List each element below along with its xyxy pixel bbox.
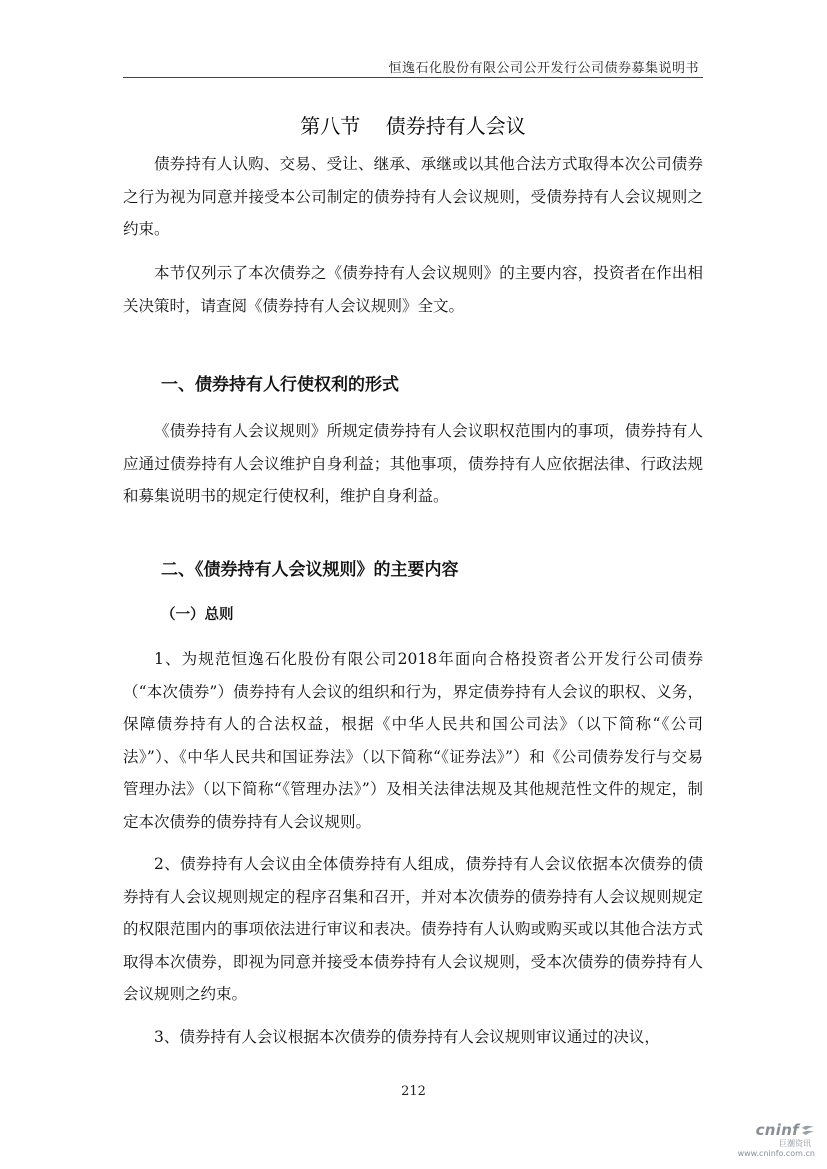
- watermark-brand-text: cninf: [755, 1121, 799, 1139]
- intro-paragraph-1: 债券持有人认购、交易、受让、继承、承继或以其他合法方式取得本次公司债券之行为视为同意并接受本公司制定的债券持有人会议规则，受债券持有人会议规则之约束。: [123, 155, 703, 238]
- watermark-brand: [756, 1121, 815, 1139]
- part-1-paragraph: 《债券持有人会议规则》所规定债券持有人会议职权范围内的事项，债券持有人应通过债券持有人会议维护自身利益；其他事项，债券持有人应依据法律、行政法规和募集说明书的规定行使权利，维护自身利益。: [123, 422, 703, 505]
- intro-paragraph-2: 本节仅列示了本次债券之《债券持有人会议规则》的主要内容，投资者在作出相关决策时，请查阅《债券持有人会议规则》全文。: [123, 264, 703, 315]
- rule-item-1: 1、为规范恒逸石化股份有限公司2018年面向合格投资者公开发行公司债券（“本次债券”）债券持有人会议的组织和行为，界定债券持有人会议的职权、义务，保障债券持有人的合法权益，根据《中华人民共和国公司法》（以下简称“《公司法》”）、《中华人民共和国证券法》（以下简称“《证券法》”）和《公司债券发行与交易管理办法》（以下简称“《管理办法》”）及相关法律法规及其他规范性文件的规定，制定本次债券的债券持有人会议规则。: [123, 650, 703, 831]
- page-number: 212: [401, 1084, 426, 1099]
- part-1-heading: 一、债券持有人行使权利的形式: [161, 375, 399, 395]
- watermark-url: www.cninfo.com.cn: [737, 1149, 815, 1158]
- rule-item-3: 3、债券持有人会议根据本次债券的债券持有人会议规则审议通过的决议，: [154, 1028, 660, 1046]
- general-provisions-subheading: （一）总则: [161, 607, 234, 623]
- cninfo-watermark: [725, 1120, 815, 1159]
- watermark-subtitle: 巨潮资讯: [779, 1139, 811, 1148]
- running-header: 恒逸石化股份有限公司公开发行公司债券募集说明书: [388, 61, 699, 76]
- rule-item-2: 2、债券持有人会议由全体债券持有人组成，债券持有人会议依据本次债券的债券持有人会议规则规定的程序召集和召开，并对本次债券的债券持有人会议规则规定的权限范围内的事项依法进行审议和表决。债券持有人认购或购买或以其他合法方式取得本次债券，即视为同意并接受本债券持有人会议规则，受本次债券的债券持有人会议规则之约束。: [123, 855, 703, 1003]
- cninf-logo-icon: [801, 1124, 815, 1136]
- part-2-heading: 二、《债券持有人会议规则》的主要内容: [161, 560, 459, 580]
- header-divider: [123, 77, 703, 78]
- section-title: 第八节 债券持有人会议: [300, 114, 526, 138]
